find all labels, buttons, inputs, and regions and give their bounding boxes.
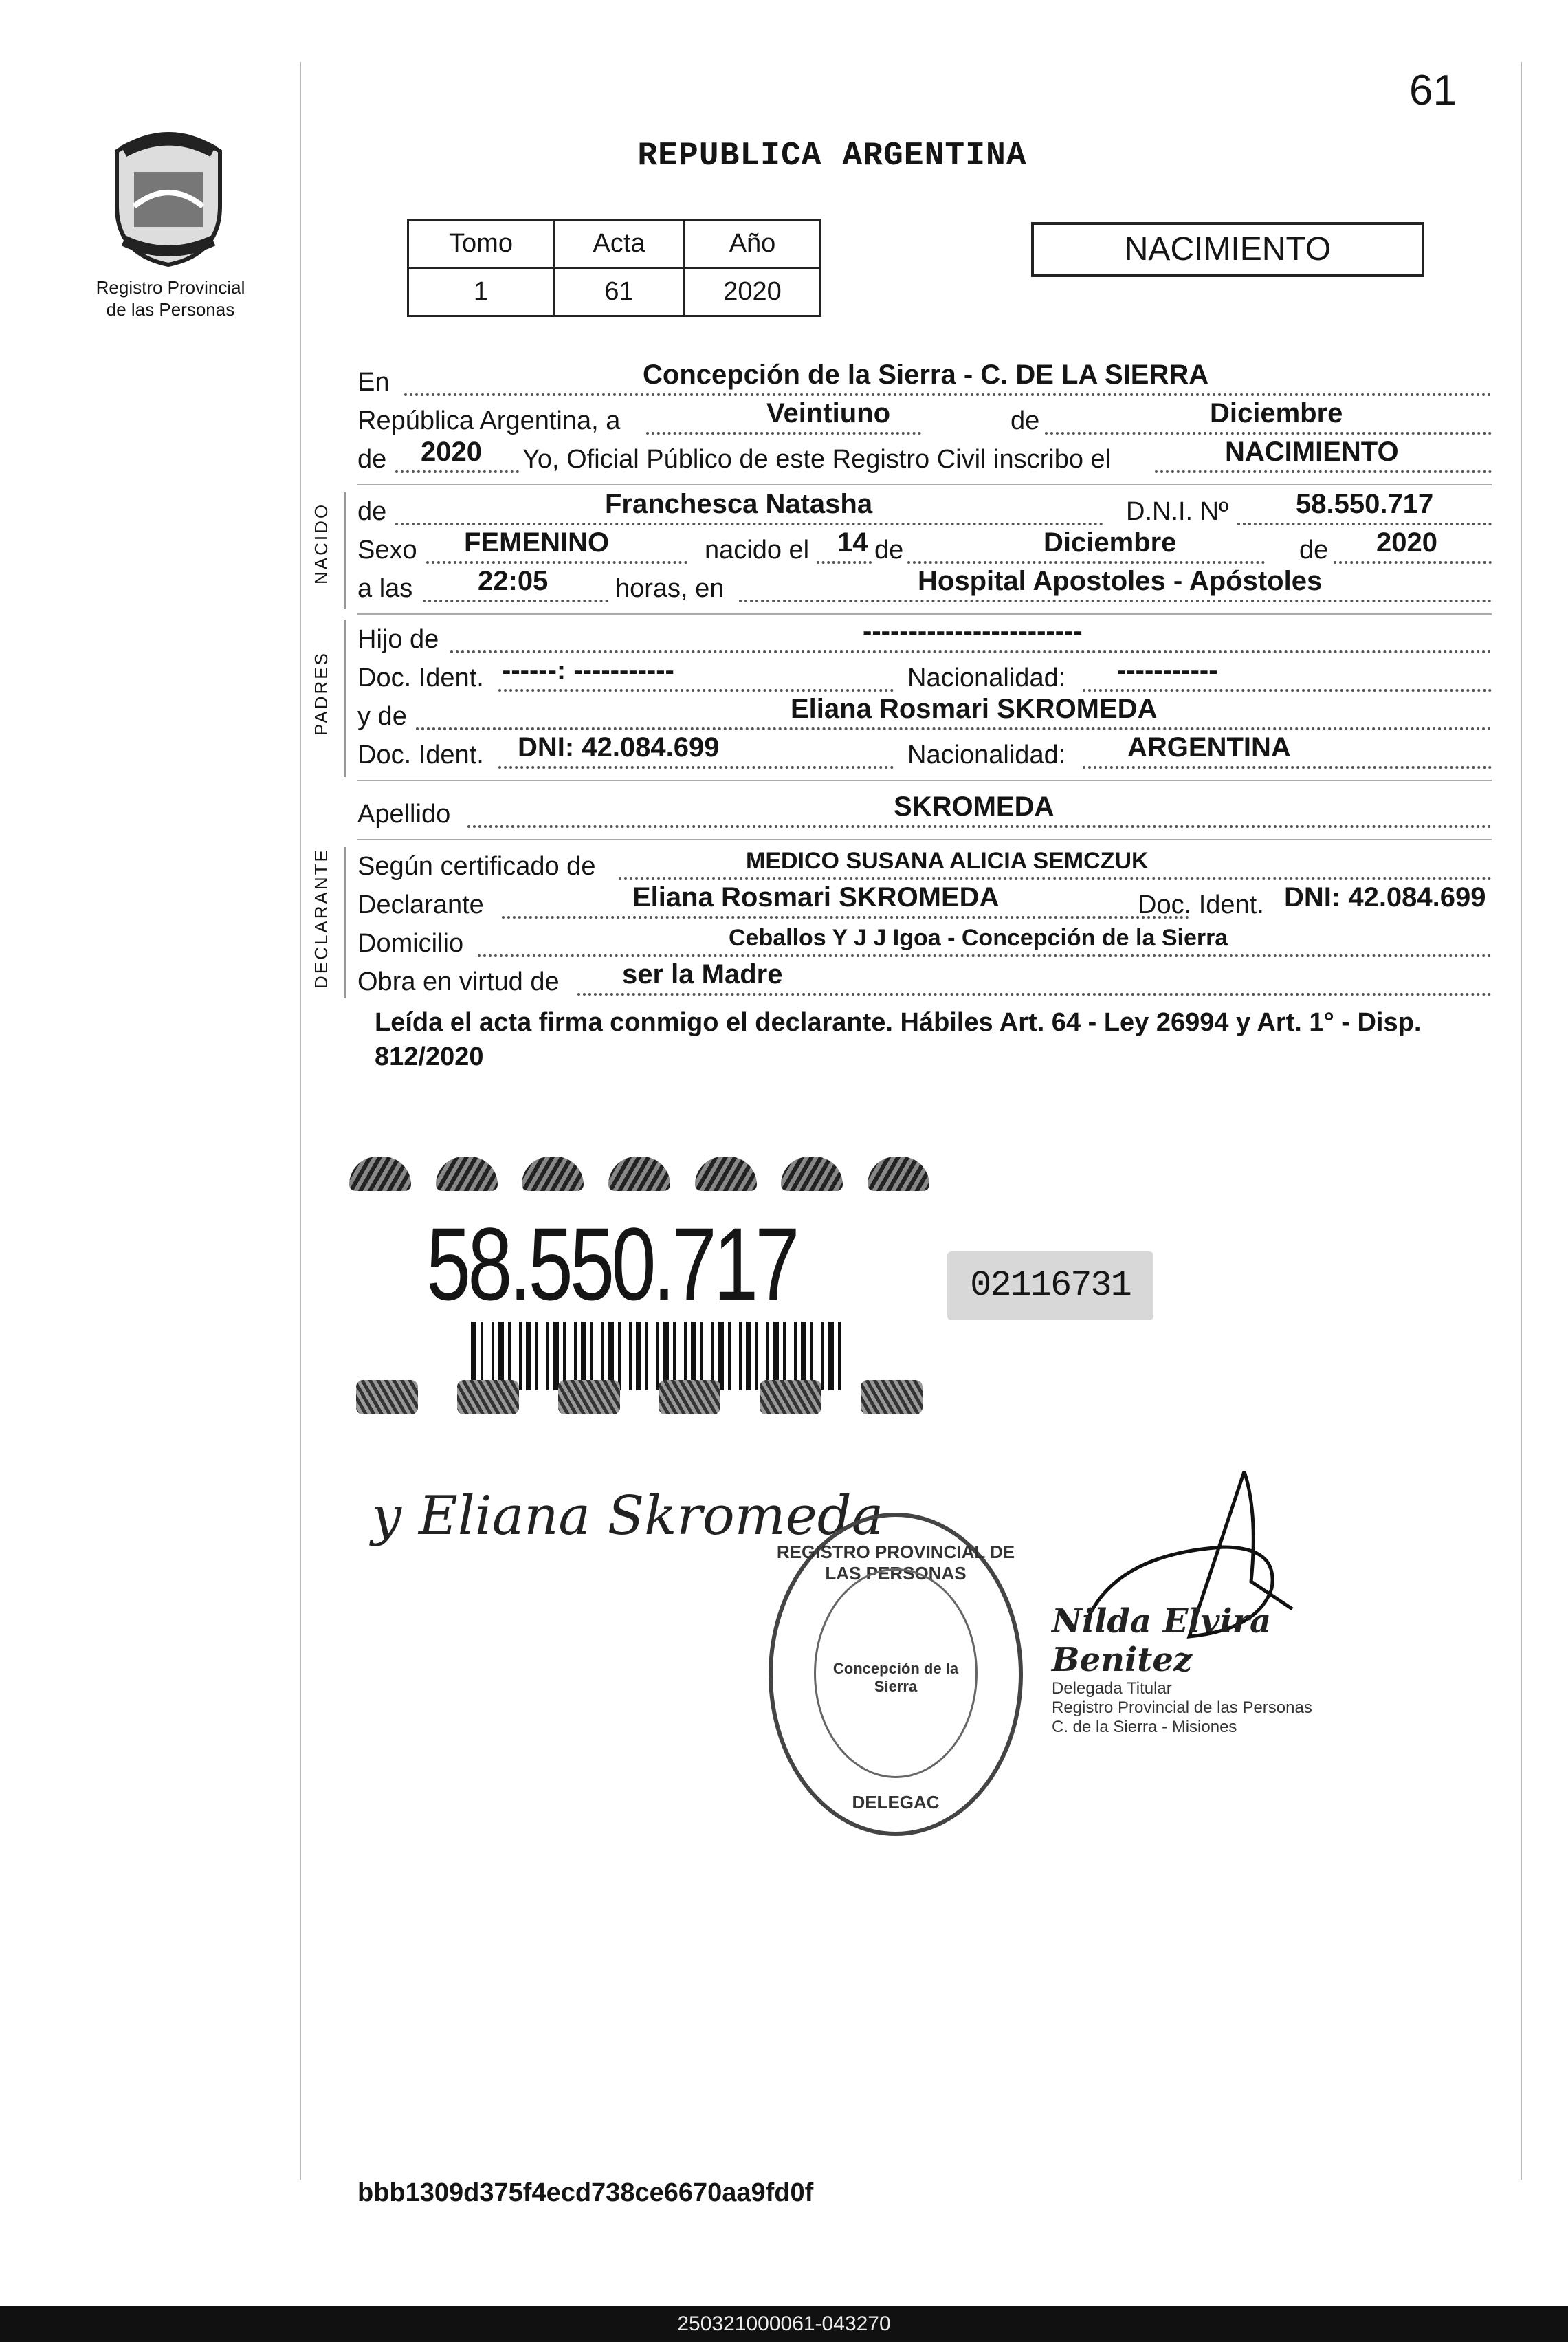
document-hash: bbb1309d375f4ecd738ce6670aa9fd0f	[357, 2178, 814, 2207]
right-margin-line	[1521, 62, 1522, 2180]
sticker-number: 58.550.717	[426, 1206, 797, 1322]
place-value: Concepción de la Sierra - C. DE LA SIERRA	[643, 360, 1209, 390]
line-republica: República Argentina, a Veintiuno de Diciembre	[357, 402, 1492, 440]
line-sexo: Sexo FEMENINO nacido el 14 de Diciembre de 2020	[357, 531, 1492, 569]
line-en: En Concepción de la Sierra - C. DE LA SIERRA	[357, 363, 1492, 402]
handwritten-signature: y Eliana Skromeda	[371, 1485, 884, 1547]
legal-text: Leída el acta firma conmigo el declarante. Hábiles Art. 64 - Ley 26994 y Art. 1° - Disp. 812/2020	[375, 1008, 1422, 1071]
value-tomo: 1	[408, 268, 554, 316]
footer-code: 250321000061-043270	[0, 2306, 1568, 2342]
value-anio: 2020	[685, 268, 821, 316]
page-number: 61	[1409, 67, 1457, 114]
serial-sticker: 02116731	[947, 1251, 1153, 1320]
line-hora: a las 22:05 horas, en Hospital Apostoles - Apóstoles	[357, 569, 1492, 608]
official-signature-block: Nilda Elvira Benitez Delegada Titular Registro Provincial de las Personas C. de la Sierra - Misiones	[1052, 1602, 1312, 1736]
dni-sticker	[337, 1150, 942, 1425]
line-certificado: Según certificado de MEDICO SUSANA ALICIA SEMCZUK	[357, 847, 1492, 886]
official-stamp: REGISTRO PROVINCIAL DE LAS PERSONAS DELEGAC Concepción de la Sierra	[769, 1513, 1023, 1836]
line-declarante: Declarante Eliana Rosmari SKROMEDA Doc. Ident. DNI: 42.084.699	[357, 882, 1486, 919]
side-label-nacido: NACIDO	[311, 502, 331, 584]
line-domicilio: Domicilio Ceballos Y J J Igoa - Concepción de la Sierra	[357, 924, 1492, 963]
line-inscribo: de 2020 Yo, Oficial Público de este Registro Civil inscribo el NACIMIENTO	[357, 440, 1492, 479]
registry-table	[407, 219, 821, 317]
value-acta: 61	[554, 268, 685, 316]
line-madre: y de Eliana Rosmari SKROMEDA	[357, 697, 1492, 736]
header-acta: Acta	[554, 220, 685, 268]
document-title: REPUBLICA ARGENTINA	[637, 138, 1027, 175]
header-anio: Año	[685, 220, 821, 268]
logo-caption: Registro Provincial de las Personas	[96, 277, 245, 320]
line-apellido: Apellido SKROMEDA	[357, 795, 1492, 833]
line-hijo: Hijo de ------------------------	[357, 620, 1492, 659]
line-doc1: Doc. Ident. ------: ----------- Nacionalidad: -----------	[357, 659, 1492, 697]
header-tomo: Tomo	[408, 220, 554, 268]
left-margin-line	[300, 62, 301, 2180]
side-label-padres: PADRES	[311, 651, 331, 736]
line-obra: Obra en virtud de ser la Madre	[357, 963, 1492, 1001]
line-nombre: de Franchesca Natasha D.N.I. Nº 58.550.717	[357, 492, 1492, 531]
act-type-box: NACIMIENTO	[1031, 222, 1424, 277]
side-label-declarante: DECLARANTE	[311, 848, 331, 989]
line-doc2: Doc. Ident. DNI: 42.084.699 Nacionalidad: ARGENTINA	[357, 736, 1492, 774]
